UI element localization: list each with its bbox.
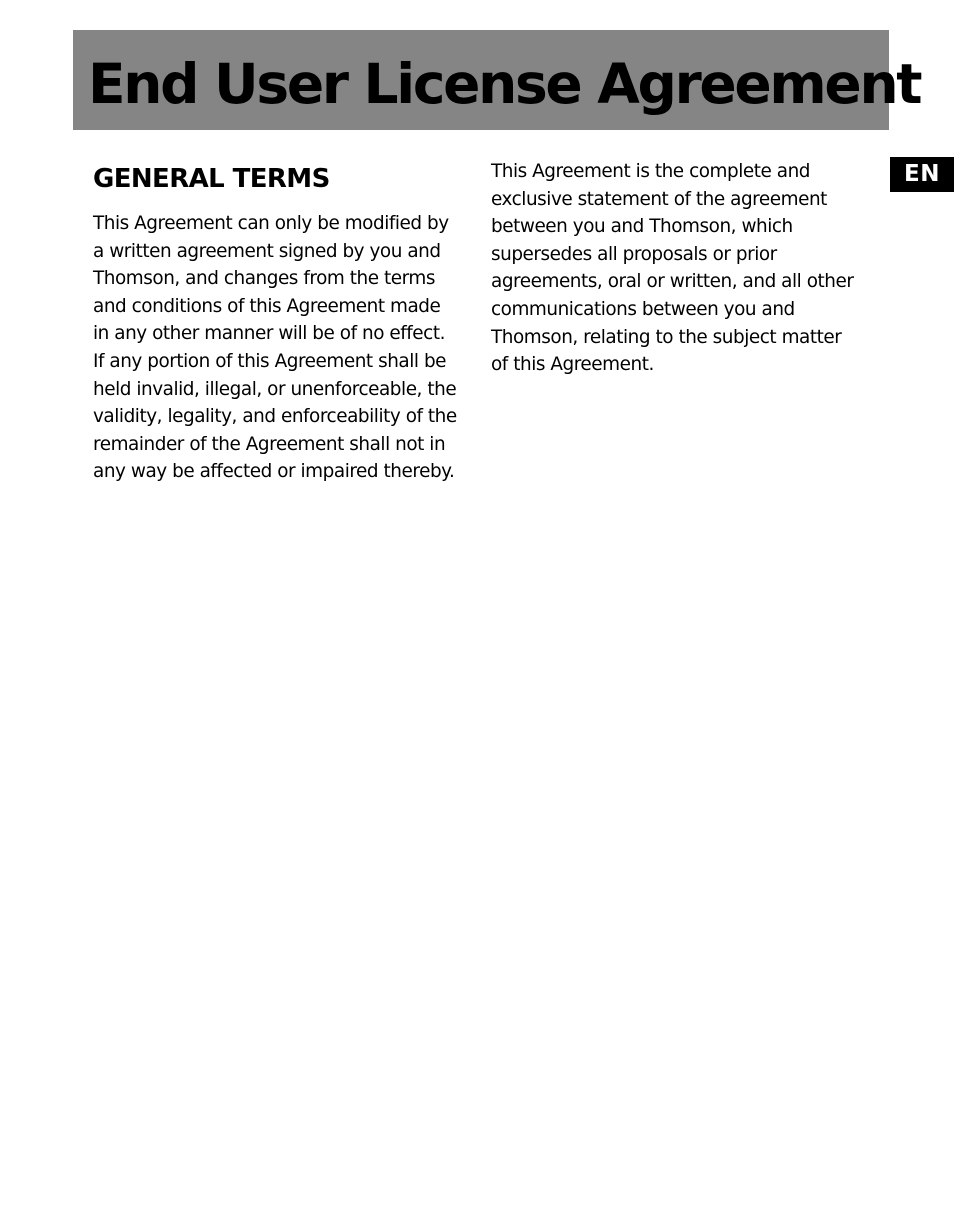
page-title: End User License Agreement <box>88 52 921 116</box>
language-tab: EN <box>890 157 954 192</box>
right-column <box>491 158 871 379</box>
section-heading: GENERAL TERMS <box>93 164 330 194</box>
left-paragraph: This Agreement can only be modified by a written agreement signed by you and Thomson, and changes from the terms and conditions of this Agreement made in any other manner will be of no effect. If any portion of this Agreement shall be held invalid, illegal, or unenforceable, the validity, legality, and enforceability of the remainder of the Agreement shall not in any way be affected or impaired thereby. <box>93 213 457 483</box>
title-bar <box>73 30 921 130</box>
right-paragraph: This Agreement is the complete and exclusive statement of the agreement between you and Thomson, which supersedes all proposals or prior agreements, oral or written, and all other communications between you and Thomson, relating to the subject matter of this Agreement. <box>491 161 854 376</box>
left-column <box>93 158 473 486</box>
